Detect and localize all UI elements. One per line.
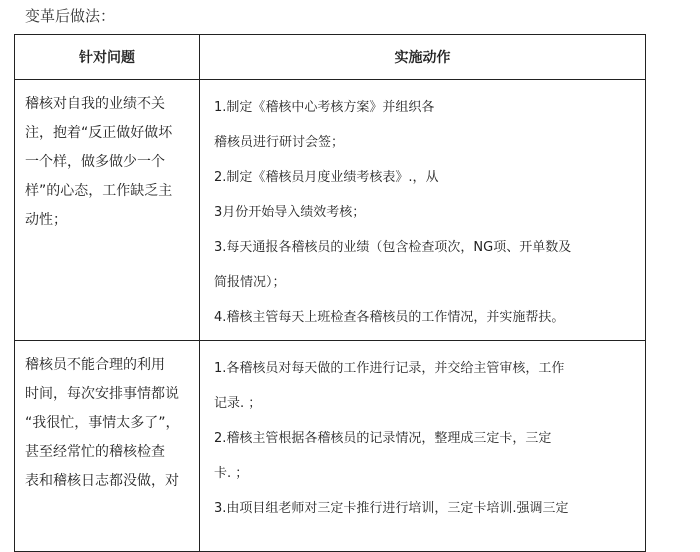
- action-line: 3月份开始导入绩效考核；: [214, 205, 366, 220]
- header-action: 实施动作: [200, 35, 646, 80]
- problem-line: 注，抱着“反正做好做坏: [25, 125, 173, 141]
- action-line: 1.制定《稽核中心考核方案》并组织各: [214, 100, 435, 115]
- table-header-row: [15, 35, 646, 80]
- problem-line: 稽核员不能合理的利用: [25, 357, 165, 373]
- action-line: 稽核员进行研讨会签；: [214, 135, 345, 150]
- problem-line: 时间，每次安排事情都说: [25, 386, 179, 402]
- action-line: 简报情况）；: [214, 275, 286, 290]
- problem-line: 稽核对自我的业绩不关: [25, 96, 165, 112]
- problem-line: 表和稽核日志都没做，对: [25, 473, 179, 489]
- action-line: 2.制定《稽核员月度业绩考核表》.，从: [214, 170, 439, 185]
- action-line: 3.由项目组老师对三定卡推行进行培训，三定卡培训.强调三定: [214, 501, 569, 516]
- action-line: 1.各稽核员对每天做的工作进行记录，并交给主管审核，工作: [214, 361, 565, 376]
- problem-line: 动性；: [25, 212, 67, 228]
- action-line: 卡. ；: [214, 466, 249, 481]
- problem-line: 甚至经常忙的稽核检查: [25, 444, 165, 460]
- measures-table: [14, 34, 646, 552]
- problem-line: “我很忙，事情太多了”，: [25, 415, 180, 431]
- problem-cell: [15, 341, 200, 552]
- header-problem: 针对问题: [15, 35, 200, 80]
- action-cell: [200, 80, 646, 341]
- section-heading: 变革后做法：: [25, 7, 116, 25]
- problem-line: 样”的心态，工作缺乏主: [25, 183, 173, 199]
- action-line: 4.稽核主管每天上班检查各稽核员的工作情况，并实施帮扶。: [214, 310, 565, 325]
- problem-line: 一个样，做多做少一个: [25, 154, 165, 170]
- action-cell: [200, 341, 646, 552]
- table-row: [15, 80, 646, 341]
- action-line: 记录. ；: [214, 396, 262, 411]
- action-line: 3.每天通报各稽核员的业绩（包含检查项次，NG项、开单数及: [214, 240, 572, 255]
- table-row: [15, 341, 646, 552]
- problem-cell: [15, 80, 200, 341]
- action-line: 2.稽核主管根据各稽核员的记录情况，整理成三定卡，三定: [214, 431, 552, 446]
